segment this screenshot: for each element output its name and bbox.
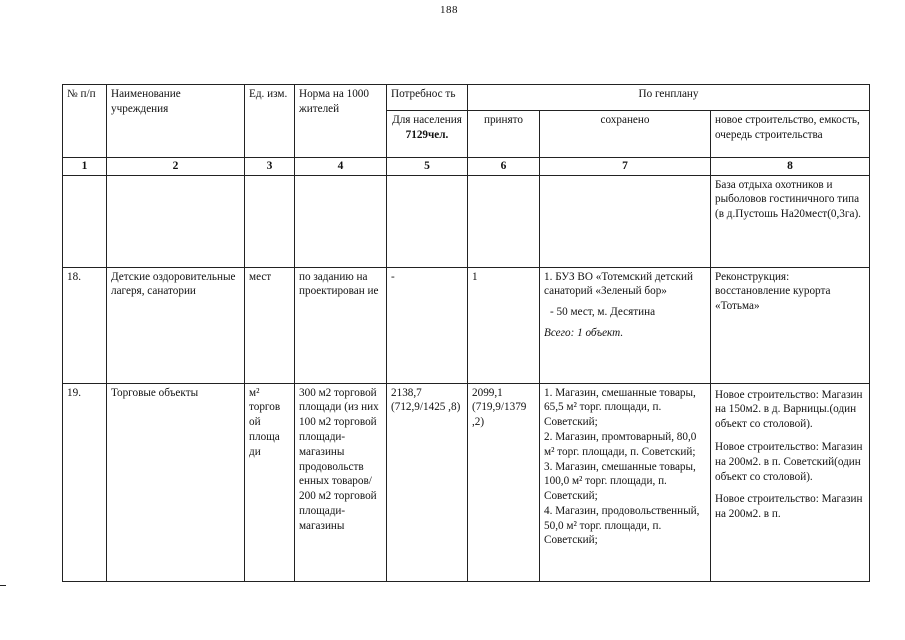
column-number: 2 [107,158,245,176]
new-construction-list [711,175,870,267]
table-row [63,383,870,581]
kept-list [540,267,711,383]
new-construction-item: Новое строительство: Магазин на 150м2. в д. Варницы.(один объект со столовой). [715,388,863,431]
header-cell-name: Наименование учреждения [107,85,245,158]
kept-list [540,383,711,581]
unit [245,175,295,267]
column-number: 5 [387,158,468,176]
accepted-value: 1 [468,267,540,383]
facility-name: Детские оздоровительные лагеря, санатории [107,267,245,383]
kept-total: Всего: 1 объект. [544,326,624,339]
kept-item: 4. Магазин, продовольственный, 50,0 м² торг. площади, п. Советский; [544,504,700,547]
row-number: 18. [63,267,107,383]
kept-item: - 50 мест, м. Десятина [550,306,656,319]
new-construction-item: Новое строительство: Магазин на 200м2. в п. [715,493,863,521]
header-cell-kept: сохранено [540,111,711,158]
need-population-label: Для населения [392,114,462,126]
column-number-row [63,158,870,176]
unit: мест [245,267,295,383]
header-cell-unit: Ед. изм. [245,85,295,158]
kept-list [540,175,711,267]
header-cell-norm: Норма на 1000 жителей [295,85,387,158]
need-population-count: 7129чел. [405,128,449,141]
table-row [63,175,870,267]
column-number: 8 [711,158,870,176]
need-value: - [387,267,468,383]
need-value: 2138,7 (712,9/1425 ,8) [387,383,468,581]
column-number: 7 [540,158,711,176]
facility-name [107,175,245,267]
new-construction-item: Реконструкция: восстановление курорта «Тотьма» [715,270,831,313]
norm [295,175,387,267]
new-construction-list [711,267,870,383]
facility-name: Торговые объекты [107,383,245,581]
norm: по заданию на проектирован ие [295,267,387,383]
new-construction-item: База отдыха охотников и рыболовов гостиничного типа (в д.Пустошь На20мест(0,3га). [715,178,861,221]
norm: 300 м2 торговой площади (из них 100 м2 торговой площади- магазины продовольств енных товаров/ 200 м2 торговой площади- магазины [295,383,387,581]
need-value [387,175,468,267]
column-number: 1 [63,158,107,176]
margin-tick-mark [0,585,6,586]
table-header-row-1 [63,85,870,111]
facilities-table [62,84,870,582]
new-construction-item: Новое строительство: Магазин на 200м2. в п. Советский(один объект со столовой). [715,440,863,483]
kept-item: 1. БУЗ ВО «Тотемский детский санаторий «Зеленый бор» [544,270,693,298]
header-cell-new-construction: новое строительство, емкость, очередь строительства [711,111,870,158]
kept-item: 1. Магазин, смешанные товары, 65,5 м² торг. площади, п. Советский; [544,386,696,429]
row-number [63,175,107,267]
accepted-value: 2099,1 (719,9/1379 ,2) [468,383,540,581]
column-number: 3 [245,158,295,176]
new-construction-list [711,383,870,581]
header-cell-accepted: принято [468,111,540,158]
header-cell-need-population [387,111,468,158]
unit: м² торгов ой площа ди [245,383,295,581]
table-row [63,267,870,383]
header-cell-general-plan: По генплану [468,85,870,111]
kept-item: 2. Магазин, промтоварный, 80,0 м² торг. площади, п. Советский; [544,430,697,458]
page-number: 188 [440,4,458,16]
column-number: 6 [468,158,540,176]
row-number: 19. [63,383,107,581]
header-cell-no: № п/п [63,85,107,158]
kept-item: 3. Магазин, смешанные товары, 100,0 м² торг. площади, п. Советский; [544,460,696,503]
header-cell-need: Потребнос ть [387,85,468,111]
accepted-value [468,175,540,267]
column-number: 4 [295,158,387,176]
